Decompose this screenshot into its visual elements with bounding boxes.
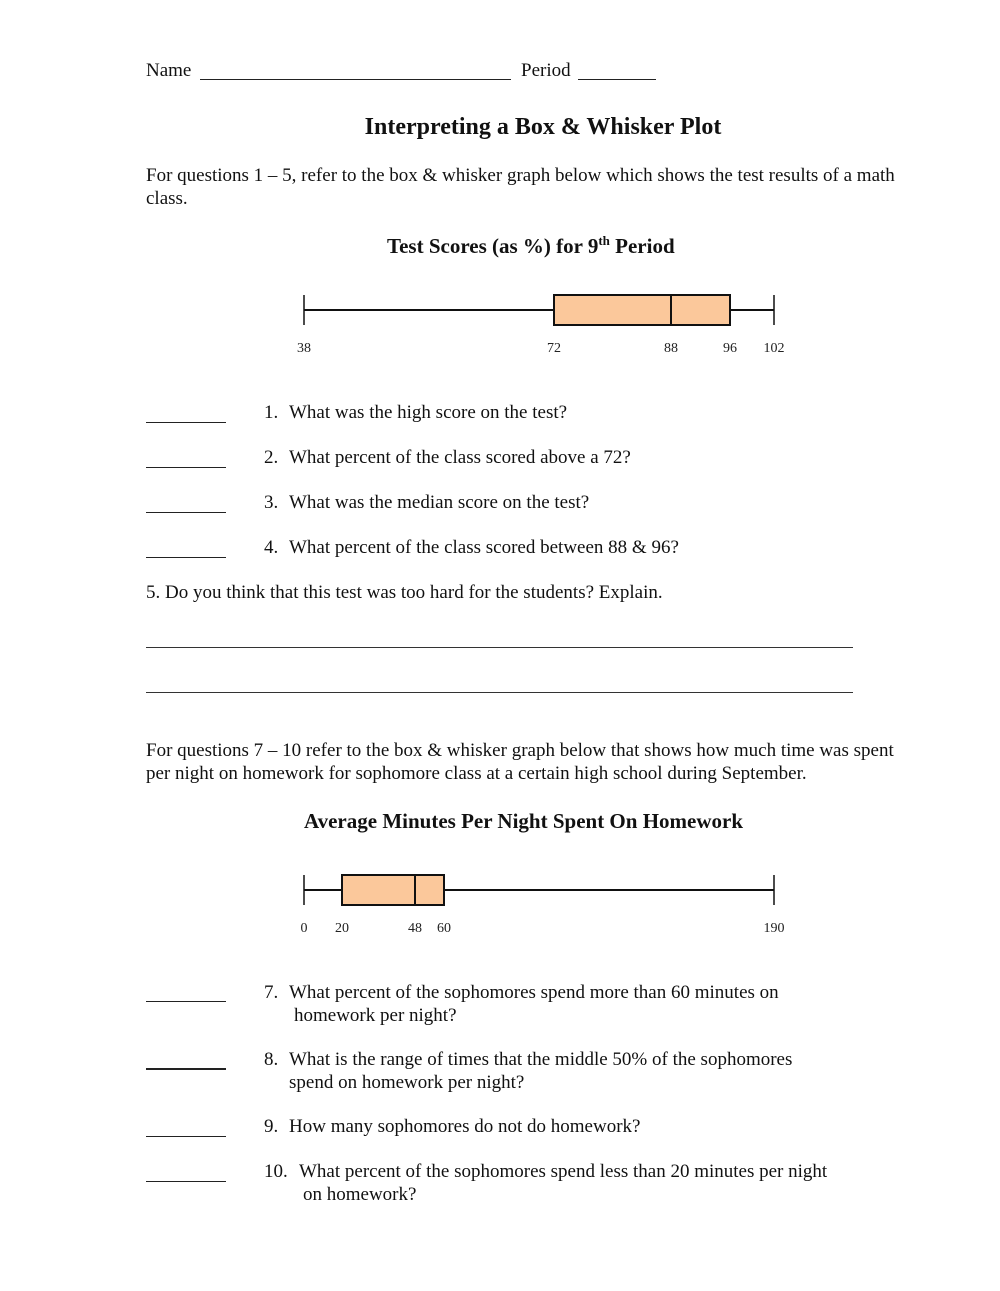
name-field[interactable] xyxy=(200,79,511,80)
question-7-line2: homework per night? xyxy=(294,1005,457,1026)
tick-label: 102 xyxy=(763,341,785,356)
question-9-number: 9. xyxy=(264,1116,279,1137)
section1-intro-line1: For questions 1 – 5, refer to the box & whisker graph below which shows the test results of a math xyxy=(146,165,895,186)
answer-blank-8[interactable] xyxy=(146,1068,226,1070)
question-2-number: 2. xyxy=(264,447,279,468)
name-label: Name xyxy=(146,60,192,81)
period-field[interactable] xyxy=(578,79,656,80)
boxplot-chart-1 xyxy=(0,280,1000,360)
question-5-answer-line-2[interactable] xyxy=(146,692,853,693)
question-8-line1: What is the range of times that the middle 50% of the sophomores xyxy=(289,1049,793,1070)
question-4-text: What percent of the class scored between 88 & 96? xyxy=(289,537,679,558)
boxplot-chart-2 xyxy=(0,860,1000,940)
answer-blank-1[interactable] xyxy=(146,422,226,423)
question-10-number: 10. xyxy=(264,1161,288,1182)
section2-intro-line1: For questions 7 – 10 refer to the box & whisker graph below that shows how much time was spent xyxy=(146,740,894,761)
answer-blank-7[interactable] xyxy=(146,1001,226,1002)
answer-blank-4[interactable] xyxy=(146,557,226,558)
answer-blank-3[interactable] xyxy=(146,512,226,513)
section2-intro-line2: per night on homework for sophomore class at a certain high school during September. xyxy=(146,763,807,784)
tick-label: 38 xyxy=(297,341,311,356)
question-5-answer-line-1[interactable] xyxy=(146,647,853,648)
question-10-line1: What percent of the sophomores spend less than 20 minutes per night xyxy=(299,1161,828,1182)
tick-label: 60 xyxy=(437,921,451,936)
question-9-line1: How many sophomores do not do homework? xyxy=(289,1116,641,1137)
question-3-number: 3. xyxy=(264,492,279,513)
section1-intro-line2: class. xyxy=(146,188,188,209)
iqr-box xyxy=(554,295,730,325)
question-8-line2: spend on homework per night? xyxy=(289,1072,525,1093)
question-7-line1: What percent of the sophomores spend more than 60 minutes on xyxy=(289,982,779,1003)
tick-label: 96 xyxy=(723,341,737,356)
tick-label: 48 xyxy=(408,921,422,936)
question-8-number: 8. xyxy=(264,1049,279,1070)
tick-label: 0 xyxy=(300,921,308,936)
question-3-text: What was the median score on the test? xyxy=(289,492,590,513)
tick-label: 88 xyxy=(664,341,678,356)
period-label: Period xyxy=(521,60,571,81)
tick-label: 20 xyxy=(335,921,349,936)
question-1-number: 1. xyxy=(264,402,279,423)
answer-blank-10[interactable] xyxy=(146,1181,226,1182)
question-7-number: 7. xyxy=(264,982,279,1003)
tick-label: 190 xyxy=(763,921,785,936)
question-10-line2: on homework? xyxy=(303,1184,417,1205)
question-4-number: 4. xyxy=(264,537,279,558)
iqr-box xyxy=(342,875,444,905)
chart2-title: Average Minutes Per Night Spent On Homework xyxy=(304,809,744,833)
page-title: Interpreting a Box & Whisker Plot xyxy=(364,114,722,140)
answer-blank-9[interactable] xyxy=(146,1136,226,1137)
question-2-text: What percent of the class scored above a 72? xyxy=(289,447,631,468)
tick-label: 72 xyxy=(547,341,561,356)
chart1-title: Test Scores (as %) for 9th Period xyxy=(387,233,675,258)
answer-blank-2[interactable] xyxy=(146,467,226,468)
question-5-text: 5. Do you think that this test was too hard for the students? Explain. xyxy=(146,582,663,603)
question-1-text: What was the high score on the test? xyxy=(289,402,568,423)
